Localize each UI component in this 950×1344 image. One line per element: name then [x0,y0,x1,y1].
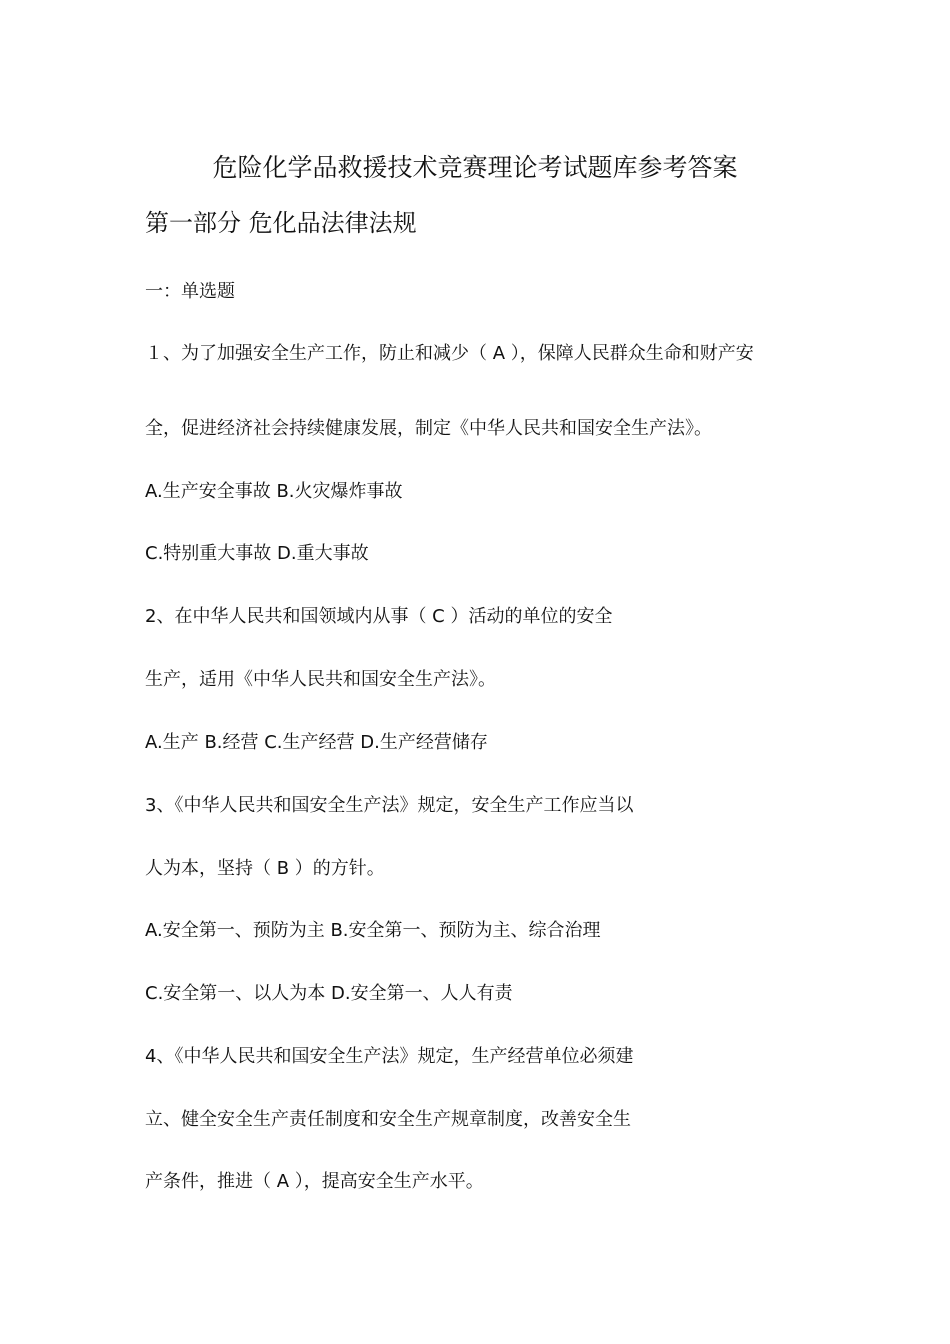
question-1-text-line-1: １、为了加强安全生产工作，防止和减少（ A ），保障人民群众生命和财产安 [145,343,754,364]
question-4-text-line-1: 4、《中华人民共和国安全生产法》规定，生产经营单位必须建 [145,1046,634,1067]
question-2-options-line-1: A.生产 B.经营 C.生产经营 D.生产经营储存 [145,732,488,753]
question-2-text-line-1: 2、在中华人民共和国领域内从事（ C ）活动的单位的安全 [145,606,613,627]
question-1-options-line-1: A.生产安全事故 B.火灾爆炸事故 [145,481,403,502]
question-2-text-line-2: 生产，适用《中华人民共和国安全生产法》。 [145,669,496,690]
subsection-heading: 一：单选题 [145,281,235,302]
question-4-text-line-3: 产条件，推进（ A ），提高安全生产水平。 [145,1171,484,1192]
question-3-options-line-1: A.安全第一、预防为主 B.安全第一、预防为主、综合治理 [145,920,601,941]
question-1-options-line-2: C.特别重大事故 D.重大事故 [145,543,369,564]
question-3-text-line-2: 人为本，坚持（ B ）的方针。 [145,858,385,879]
question-4-text-line-2: 立、健全安全生产责任制度和安全生产规章制度，改善安全生 [145,1109,631,1130]
question-3-options-line-2: C.安全第一、以人为本 D.安全第一、人人有责 [145,983,513,1004]
section-heading: 第一部分 危化品法律法规 [145,209,417,237]
question-3-text-line-1: 3、《中华人民共和国安全生产法》规定，安全生产工作应当以 [145,795,634,816]
question-1-text-line-2: 全，促进经济社会持续健康发展，制定《中华人民共和国安全生产法》。 [145,418,712,439]
document-title: 危险化学品救援技术竞赛理论考试题库参考答案 [212,153,738,182]
